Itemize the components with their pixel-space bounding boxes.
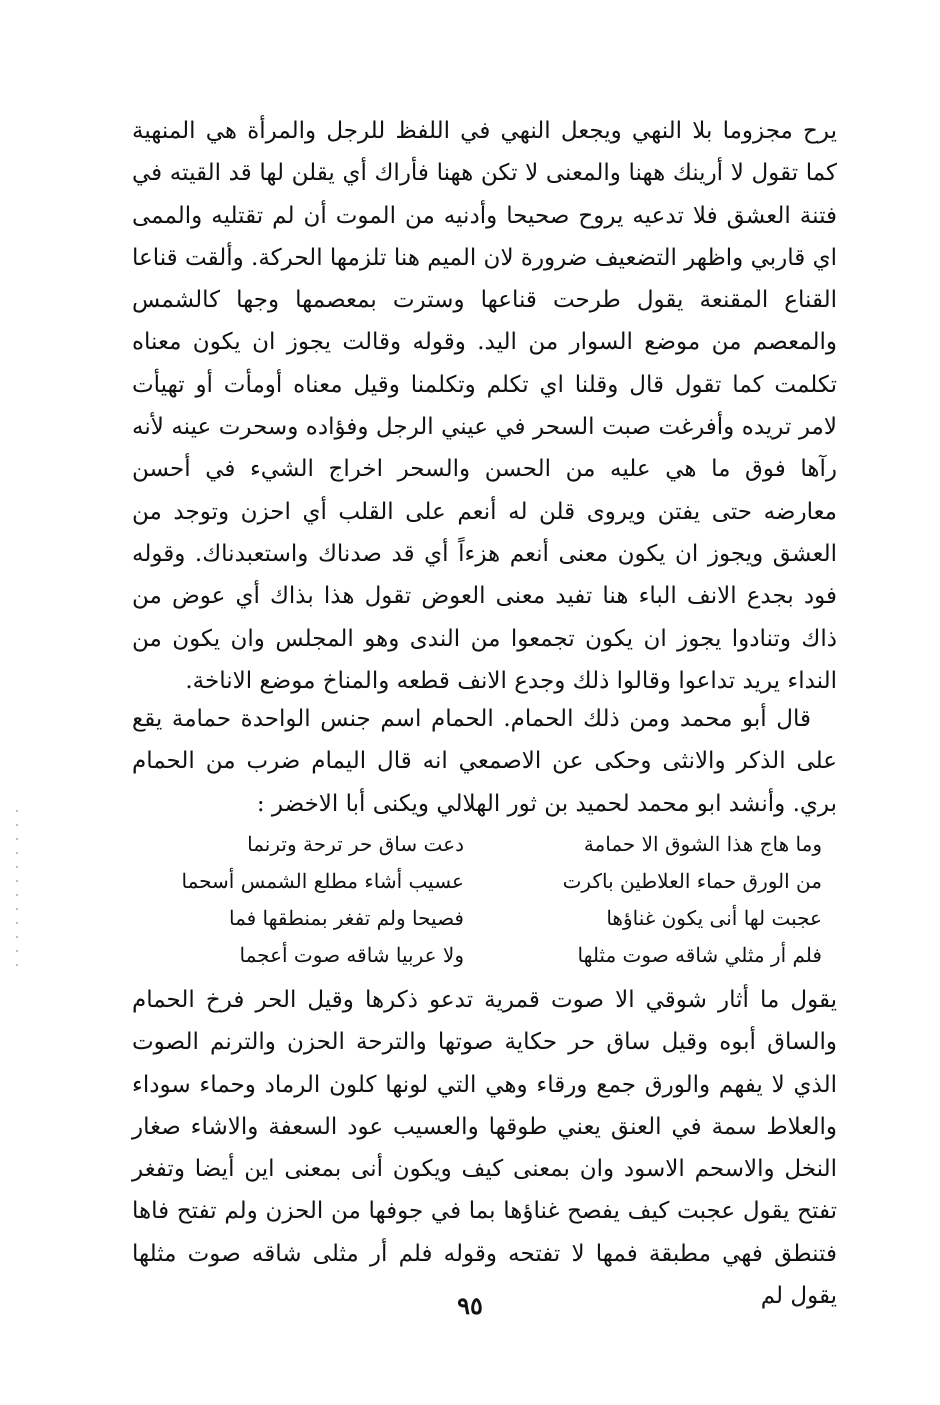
verse-second-hemistich: دعت ساق حر ترحة وترنما	[247, 832, 464, 856]
page-number: ٩٥	[457, 1291, 483, 1320]
paragraph-text: قال أبو محمد ومن ذلك الحمام. الحمام اسم جنس الواحدة حمامة يقع على الذكر والانثى وحكى عن الاصمعي انه قال اليمام ضرب من الحمام بري. وأنشد ابو محمد لحميد بن ثور الهلالي ويكنى أبا الاخضر :	[132, 706, 837, 817]
verse-line	[132, 943, 822, 979]
margin-scan-marks	[16, 810, 18, 970]
verse-line	[132, 906, 822, 942]
verse-first-hemistich: وما هاج هذا الشوق الا حمامة	[583, 832, 822, 856]
verse-first-hemistich: فلم أر مثلي شاقه صوت مثلها	[577, 943, 822, 967]
verse-second-hemistich: فصيحا ولم تفغر بمنطقها فما	[228, 906, 464, 930]
poem-verses	[132, 828, 822, 978]
verse-first-hemistich: من الورق حماء العلاطين باكرت	[562, 869, 822, 893]
paragraph-commentary-2	[132, 698, 837, 825]
paragraph-commentary-3	[132, 979, 837, 1317]
verse-first-hemistich: عجبت لها أنى يكون غناؤها	[606, 906, 822, 930]
verse-line	[132, 869, 822, 905]
paragraph-commentary-1	[132, 110, 837, 702]
paragraph-text: يرح مجزوما بلا النهي ويجعل النهي في اللفظ للرجل والمرأة هي المنهية كما تقول لا أرينك ههنا والمعنى لا تكن ههنا فأراك أي يقلن لها قد القيته في فتنة العشق فلا تدعيه يروح صحيحا وأدنيه من الموت أن لم تقتليه والممى اي قاربي واظهر التضعيف ضرورة لان الميم هنا تلزمها الحركة. وألقت قناعا القناع المقنعة يقول طرحت قناعها وسترت بمعصمها وجها كالشمس والمعصم من موضع السوار من اليد. وقوله وقالت يجوز ان يكون معناه تكلمت كما تقول قال وقلنا اي تكلم وتكلمنا وقيل معناه أومأت أو تهيأت لامر تريده وأفرغت صبت السحر في عيني الرجل وفؤاده وسحرت عينه لأنه رآها فوق ما هي عليه من الحسن والسحر اخراج الشيء في أحسن معارضه حتى يفتن ويروى قلن له أنعم على القلب أي احزن وتوجد من العشق ويجوز ان يكون معنى أنعم هزءاً أي قد صدناك واستعبدناك. وقوله فود بجدع الانف الباء هنا تفيد معنى العوض تقول هذا بذاك أي عوض من ذاك وتنادوا يجوز ان يكون تجمعوا من الندى وهو المجلس وان يكون من النداء يريد تداعوا وقالوا ذلك وجدع الانف قطعه والمناخ موضع الاناخة.	[132, 118, 837, 694]
paragraph-text: يقول ما أثار شوقي الا صوت قمرية تدعو ذكرها وقيل الحر فرخ الحمام والساق أبوه وقيل ساق حر حكاية صوتها والترحة الحزن والترنم الصوت الذي لا يفهم والورق جمع ورقاء وهي التي لونها كلون الرماد وحماء سوداء والعلاط سمة في العنق يعني طوقها والعسيب عود السعفة والاشاء صغار النخل والاسحم الاسود وان بمعنى كيف ويكون أنى بمعنى اين أيضا وتفغر تفتح يقول عجبت كيف يفصح غناؤها بما في جوفها من الحزن ولم تفتح فاها فتنطق فهي مطبقة فمها لا تفتحه وقوله فلم أر مثلى شاقه صوت مثلها يقول لم	[132, 987, 837, 1310]
verse-second-hemistich: عسيب أشاء مطلع الشمس أسحما	[181, 869, 464, 893]
verse-second-hemistich: ولا عربيا شاقه صوت أعجما	[239, 943, 464, 967]
verse-line	[132, 832, 822, 868]
